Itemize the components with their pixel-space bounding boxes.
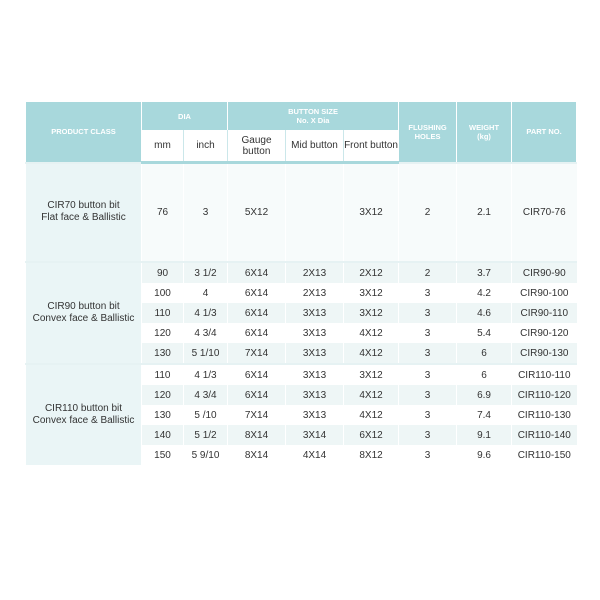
cell-mid <box>286 163 344 263</box>
cell-gauge: 5X12 <box>228 163 286 263</box>
header-flushing-holes: FLUSHING HOLES <box>399 102 457 163</box>
cell-mid: 4X14 <box>286 445 344 465</box>
cell-inch: 5 1/2 <box>184 425 228 445</box>
cell-part-no: CIR110-120 <box>512 385 577 405</box>
header-mid-button: Mid button <box>286 130 344 163</box>
cell-inch: 4 3/4 <box>184 323 228 343</box>
cell-weight: 4.2 <box>457 283 512 303</box>
table-row <box>26 262 577 283</box>
table-row <box>26 163 577 263</box>
cell-front: 4X12 <box>344 405 399 425</box>
cell-inch: 4 1/3 <box>184 303 228 323</box>
cell-part-no: CIR90-130 <box>512 343 577 364</box>
cell-mid: 2X13 <box>286 283 344 303</box>
cell-holes: 2 <box>399 163 457 263</box>
header-inch: inch <box>184 130 228 163</box>
header-part-no: PART NO. <box>512 102 577 163</box>
header-weight-unit: (kg) <box>477 131 491 141</box>
cell-part-no: CIR110-150 <box>512 445 577 465</box>
cell-gauge: 6X14 <box>228 262 286 283</box>
cell-inch: 4 3/4 <box>184 385 228 405</box>
cell-part-no: CIR70-76 <box>512 163 577 263</box>
cell-front: 3X12 <box>344 364 399 385</box>
cell-gauge: 8X14 <box>228 445 286 465</box>
cell-inch: 5 1/10 <box>184 343 228 364</box>
cell-weight: 6.9 <box>457 385 512 405</box>
cell-gauge: 6X14 <box>228 303 286 323</box>
cell-holes: 3 <box>399 283 457 303</box>
cell-holes: 3 <box>399 425 457 445</box>
cell-front: 2X12 <box>344 262 399 283</box>
header-button-size: BUTTON SIZE No. X Dia <box>228 102 399 130</box>
cell-front: 4X12 <box>344 343 399 364</box>
cell-front: 8X12 <box>344 445 399 465</box>
cell-weight: 6 <box>457 343 512 364</box>
cell-holes: 3 <box>399 364 457 385</box>
cell-weight: 9.1 <box>457 425 512 445</box>
cell-mm: 130 <box>142 343 184 364</box>
cell-holes: 3 <box>399 445 457 465</box>
product-class-cell: CIR90 button bit Convex face & Ballistic <box>26 262 142 364</box>
cell-front: 3X12 <box>344 163 399 263</box>
cell-gauge: 6X14 <box>228 283 286 303</box>
cell-weight: 6 <box>457 364 512 385</box>
cell-inch: 5 9/10 <box>184 445 228 465</box>
product-class-cell: CIR70 button bit Flat face & Ballistic <box>26 163 142 263</box>
cell-part-no: CIR90-100 <box>512 283 577 303</box>
cell-mm: 100 <box>142 283 184 303</box>
cell-holes: 3 <box>399 385 457 405</box>
cell-gauge: 8X14 <box>228 425 286 445</box>
cell-holes: 3 <box>399 343 457 364</box>
cell-mm: 90 <box>142 262 184 283</box>
cell-part-no: CIR90-110 <box>512 303 577 323</box>
cell-part-no: CIR90-120 <box>512 323 577 343</box>
cell-mid: 3X14 <box>286 425 344 445</box>
cell-holes: 3 <box>399 303 457 323</box>
cell-front: 4X12 <box>344 385 399 405</box>
cell-front: 3X12 <box>344 303 399 323</box>
cell-holes: 3 <box>399 323 457 343</box>
cell-mid: 3X13 <box>286 405 344 425</box>
cell-holes: 3 <box>399 405 457 425</box>
cell-weight: 2.1 <box>457 163 512 263</box>
header-weight: WEIGHT (kg) <box>457 102 512 163</box>
product-class-cell: CIR110 button bit Convex face & Ballistic <box>26 364 142 465</box>
cell-weight: 3.7 <box>457 262 512 283</box>
header-product-class: PRODUCT CLASS <box>26 102 142 163</box>
cell-mm: 130 <box>142 405 184 425</box>
cell-part-no: CIR110-110 <box>512 364 577 385</box>
cell-mm: 76 <box>142 163 184 263</box>
cell-mm: 110 <box>142 303 184 323</box>
cell-weight: 9.6 <box>457 445 512 465</box>
cell-holes: 2 <box>399 262 457 283</box>
cell-inch: 4 1/3 <box>184 364 228 385</box>
cell-mid: 3X13 <box>286 303 344 323</box>
header-gauge-button: Gauge button <box>228 130 286 163</box>
cell-front: 3X12 <box>344 283 399 303</box>
cell-mid: 3X13 <box>286 323 344 343</box>
cell-mid: 3X13 <box>286 343 344 364</box>
cell-weight: 5.4 <box>457 323 512 343</box>
cell-part-no: CIR110-130 <box>512 405 577 425</box>
cell-gauge: 7X14 <box>228 405 286 425</box>
cell-mm: 120 <box>142 385 184 405</box>
cell-mm: 120 <box>142 323 184 343</box>
cell-gauge: 7X14 <box>228 343 286 364</box>
cell-mid: 3X13 <box>286 364 344 385</box>
cell-mid: 3X13 <box>286 385 344 405</box>
cell-front: 6X12 <box>344 425 399 445</box>
cell-inch: 3 1/2 <box>184 262 228 283</box>
header-dia: DIA <box>142 102 228 130</box>
cell-part-no: CIR110-140 <box>512 425 577 445</box>
cell-mm: 140 <box>142 425 184 445</box>
cell-gauge: 6X14 <box>228 364 286 385</box>
cell-inch: 5 /10 <box>184 405 228 425</box>
product-spec-table <box>25 102 577 465</box>
cell-gauge: 6X14 <box>228 323 286 343</box>
cell-weight: 4.6 <box>457 303 512 323</box>
cell-mid: 2X13 <box>286 262 344 283</box>
header-front-button: Front button <box>344 130 399 163</box>
cell-mm: 110 <box>142 364 184 385</box>
table-row <box>26 364 577 385</box>
cell-inch: 4 <box>184 283 228 303</box>
cell-part-no: CIR90-90 <box>512 262 577 283</box>
cell-weight: 7.4 <box>457 405 512 425</box>
header-button-size-sub: No. X Dia <box>296 116 330 125</box>
cell-mm: 150 <box>142 445 184 465</box>
cell-inch: 3 <box>184 163 228 263</box>
header-mm: mm <box>142 130 184 163</box>
cell-front: 4X12 <box>344 323 399 343</box>
cell-gauge: 6X14 <box>228 385 286 405</box>
